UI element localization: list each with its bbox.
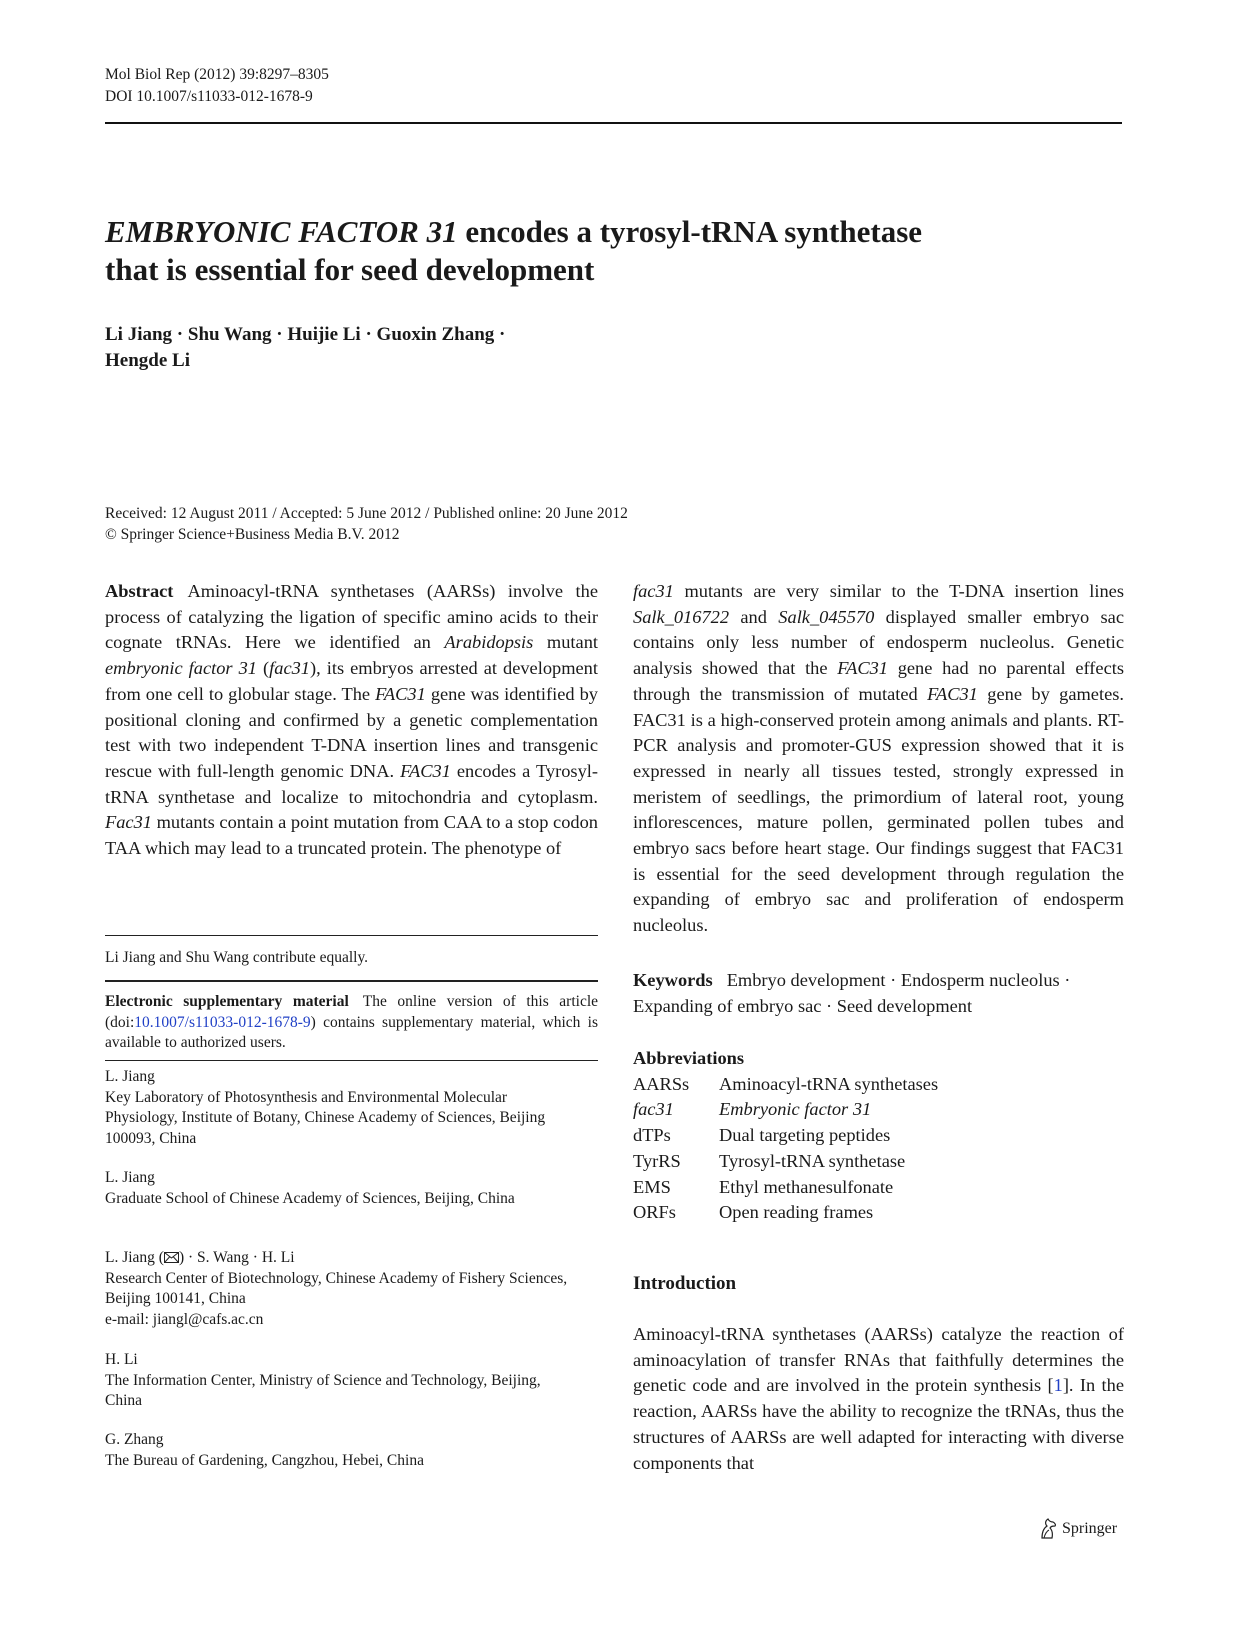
affiliation-5: G. Zhang The Bureau of Gardening, Cangzhou, Hebei, China [105,1431,424,1469]
abbreviation-row: ORFs Open reading frames [633,1202,874,1223]
affiliation-1: L. Jiang Key Laboratory of Photosynthesis and Environmental Molecular Physiology, Institute of Botany, Chinese Academy of Sciences, Beijing 100093, China [105,1068,546,1147]
supplementary-note: Electronic supplementary material The online version of this article (doi:10.1007/s11033-012-1678-9) contains supplementary material, which is available to authorized users. [105,993,599,1051]
journal-header [105,64,329,108]
footnote-rule-2 [105,980,598,982]
abbreviation-row: fac31 Embryonic factor 31 [633,1099,872,1120]
abbreviations-heading: Abbreviations [633,1048,745,1068]
abstract-part2: fac31 mutants are very similar to the T-DNA insertion lines Salk_016722 and Salk_045570 displayed smaller embryo sac contains only less number of endosperm nucleolus. Genetic analysis showed that the FAC31 gene had no parental effects through the transmission of mutated FAC31 gene by gametes. FAC31 is a high-conserved protein among animals and plants. RT-PCR analysis and promoter-GUS expression showed that it is expressed in nearly all tissues tested, strongly expressed in meristem of seedlings, the primordium of lateral root, young inflorescences, mature pollen, germinated pollen tubes and embryo sacs before heart stage. Our findings suggest that FAC31 is essential for the seed development through regulation the expanding of embryo sac and proliferation of endosperm nucleolus. [633,581,1125,936]
journal-citation: Mol Biol Rep (2012) 39:8297–8305 [105,66,329,83]
header-rule [105,122,1122,124]
dates-line: Received: 12 August 2011 / Accepted: 5 June 2012 / Published online: 20 June 2012 [105,505,628,522]
title-line1-rest: encodes a tyrosyl-tRNA synthetase [457,214,923,249]
authors-line2: Hengde Li [105,350,190,371]
abbreviation-row: EMS Ethyl methanesulfonate [633,1176,894,1197]
keywords-heading: Keywords [633,970,713,990]
springer-horse-icon [1038,1518,1058,1540]
abbreviations [633,1046,1124,1226]
authors-line1: Li Jiang · Shu Wang · Huijie Li · Guoxin Zhang · [105,324,506,345]
keywords [633,968,1124,1019]
abbreviation-row: TyrRS Tyrosyl-tRNA synthetase [633,1150,906,1171]
title-gene-name: EMBRYONIC FACTOR 31 [105,214,458,249]
author-email[interactable]: e-mail: jiangl@cafs.ac.cn [105,1310,264,1328]
abstract-heading: Abstract [105,581,174,601]
introduction-heading: Introduction [633,1273,737,1294]
footnote-rule [105,935,598,936]
title-line2: that is essential for seed development [105,252,595,287]
article-title [105,213,1065,289]
doi-link[interactable]: 10.1007/s11033-012-1678-9 [134,1013,311,1031]
abbreviation-row: dTPs Dual targeting peptides [633,1125,891,1146]
journal-doi: DOI 10.1007/s11033-012-1678-9 [105,88,313,105]
reference-link[interactable]: 1 [1053,1375,1063,1396]
affiliation-3: L. Jiang ( ) · S. Wang · H. Li Research Center of Biotechnology, Chinese Academy of Fishery Sciences, Beijing 100141, China e-mail: jiangl@cafs.ac.cn [105,1248,575,1330]
affiliation-4: H. Li The Information Center, Ministry of Science and Technology, Beijing, China [105,1351,541,1409]
publisher-name: Springer [1062,1520,1118,1537]
abstract-part1: Abstract Aminoacyl-tRNA synthetases (AARSs) involve the process of catalyzing the ligation of specific amino acids to their cognate tRNAs. Here we identified an Arabidopsis mutant embryonic factor 31 (fac31), its embryos arrested at development from one cell to globular stage. The FAC31 gene was identified by positional cloning and confirmed by a genetic complementation test with two independent T-DNA insertion lines and transgenic rescue with full-length genomic DNA. FAC31 encodes a Tyrosyl-tRNA synthetase and localize to mitochondria and cytoplasm. Fac31 mutants contain a point mutation from CAA to a stop codon TAA which may lead to a truncated protein. The phenotype of [105,581,599,859]
contribution-note: Li Jiang and Shu Wang contribute equally. [105,949,369,966]
envelope-icon [164,1252,179,1263]
abbreviation-row: AARSs Aminoacyl-tRNA synthetases [633,1073,939,1094]
affiliation-2: L. Jiang Graduate School of Chinese Academy of Sciences, Beijing, China [105,1169,515,1207]
affiliation-rule [105,1060,598,1061]
copyright-line: © Springer Science+Business Media B.V. 2012 [105,526,400,543]
author-list [105,322,705,374]
keywords-text: Embryo development · Endosperm nucleolus · Expanding of embryo sac · Seed development [633,970,1071,1016]
publisher-logo [1038,1518,1117,1540]
introduction-text: Aminoacyl-tRNA synthetases (AARSs) catalyze the reaction of aminoacylation of transfer RNAs that faithfully determines the genetic code and are involved in the protein synthesis [1]. In the reaction, AARSs have the ability to recognize the tRNAs, thus the structures of AARSs are well adapted for interacting with diverse components that [633,1324,1124,1473]
publication-dates [105,503,628,545]
